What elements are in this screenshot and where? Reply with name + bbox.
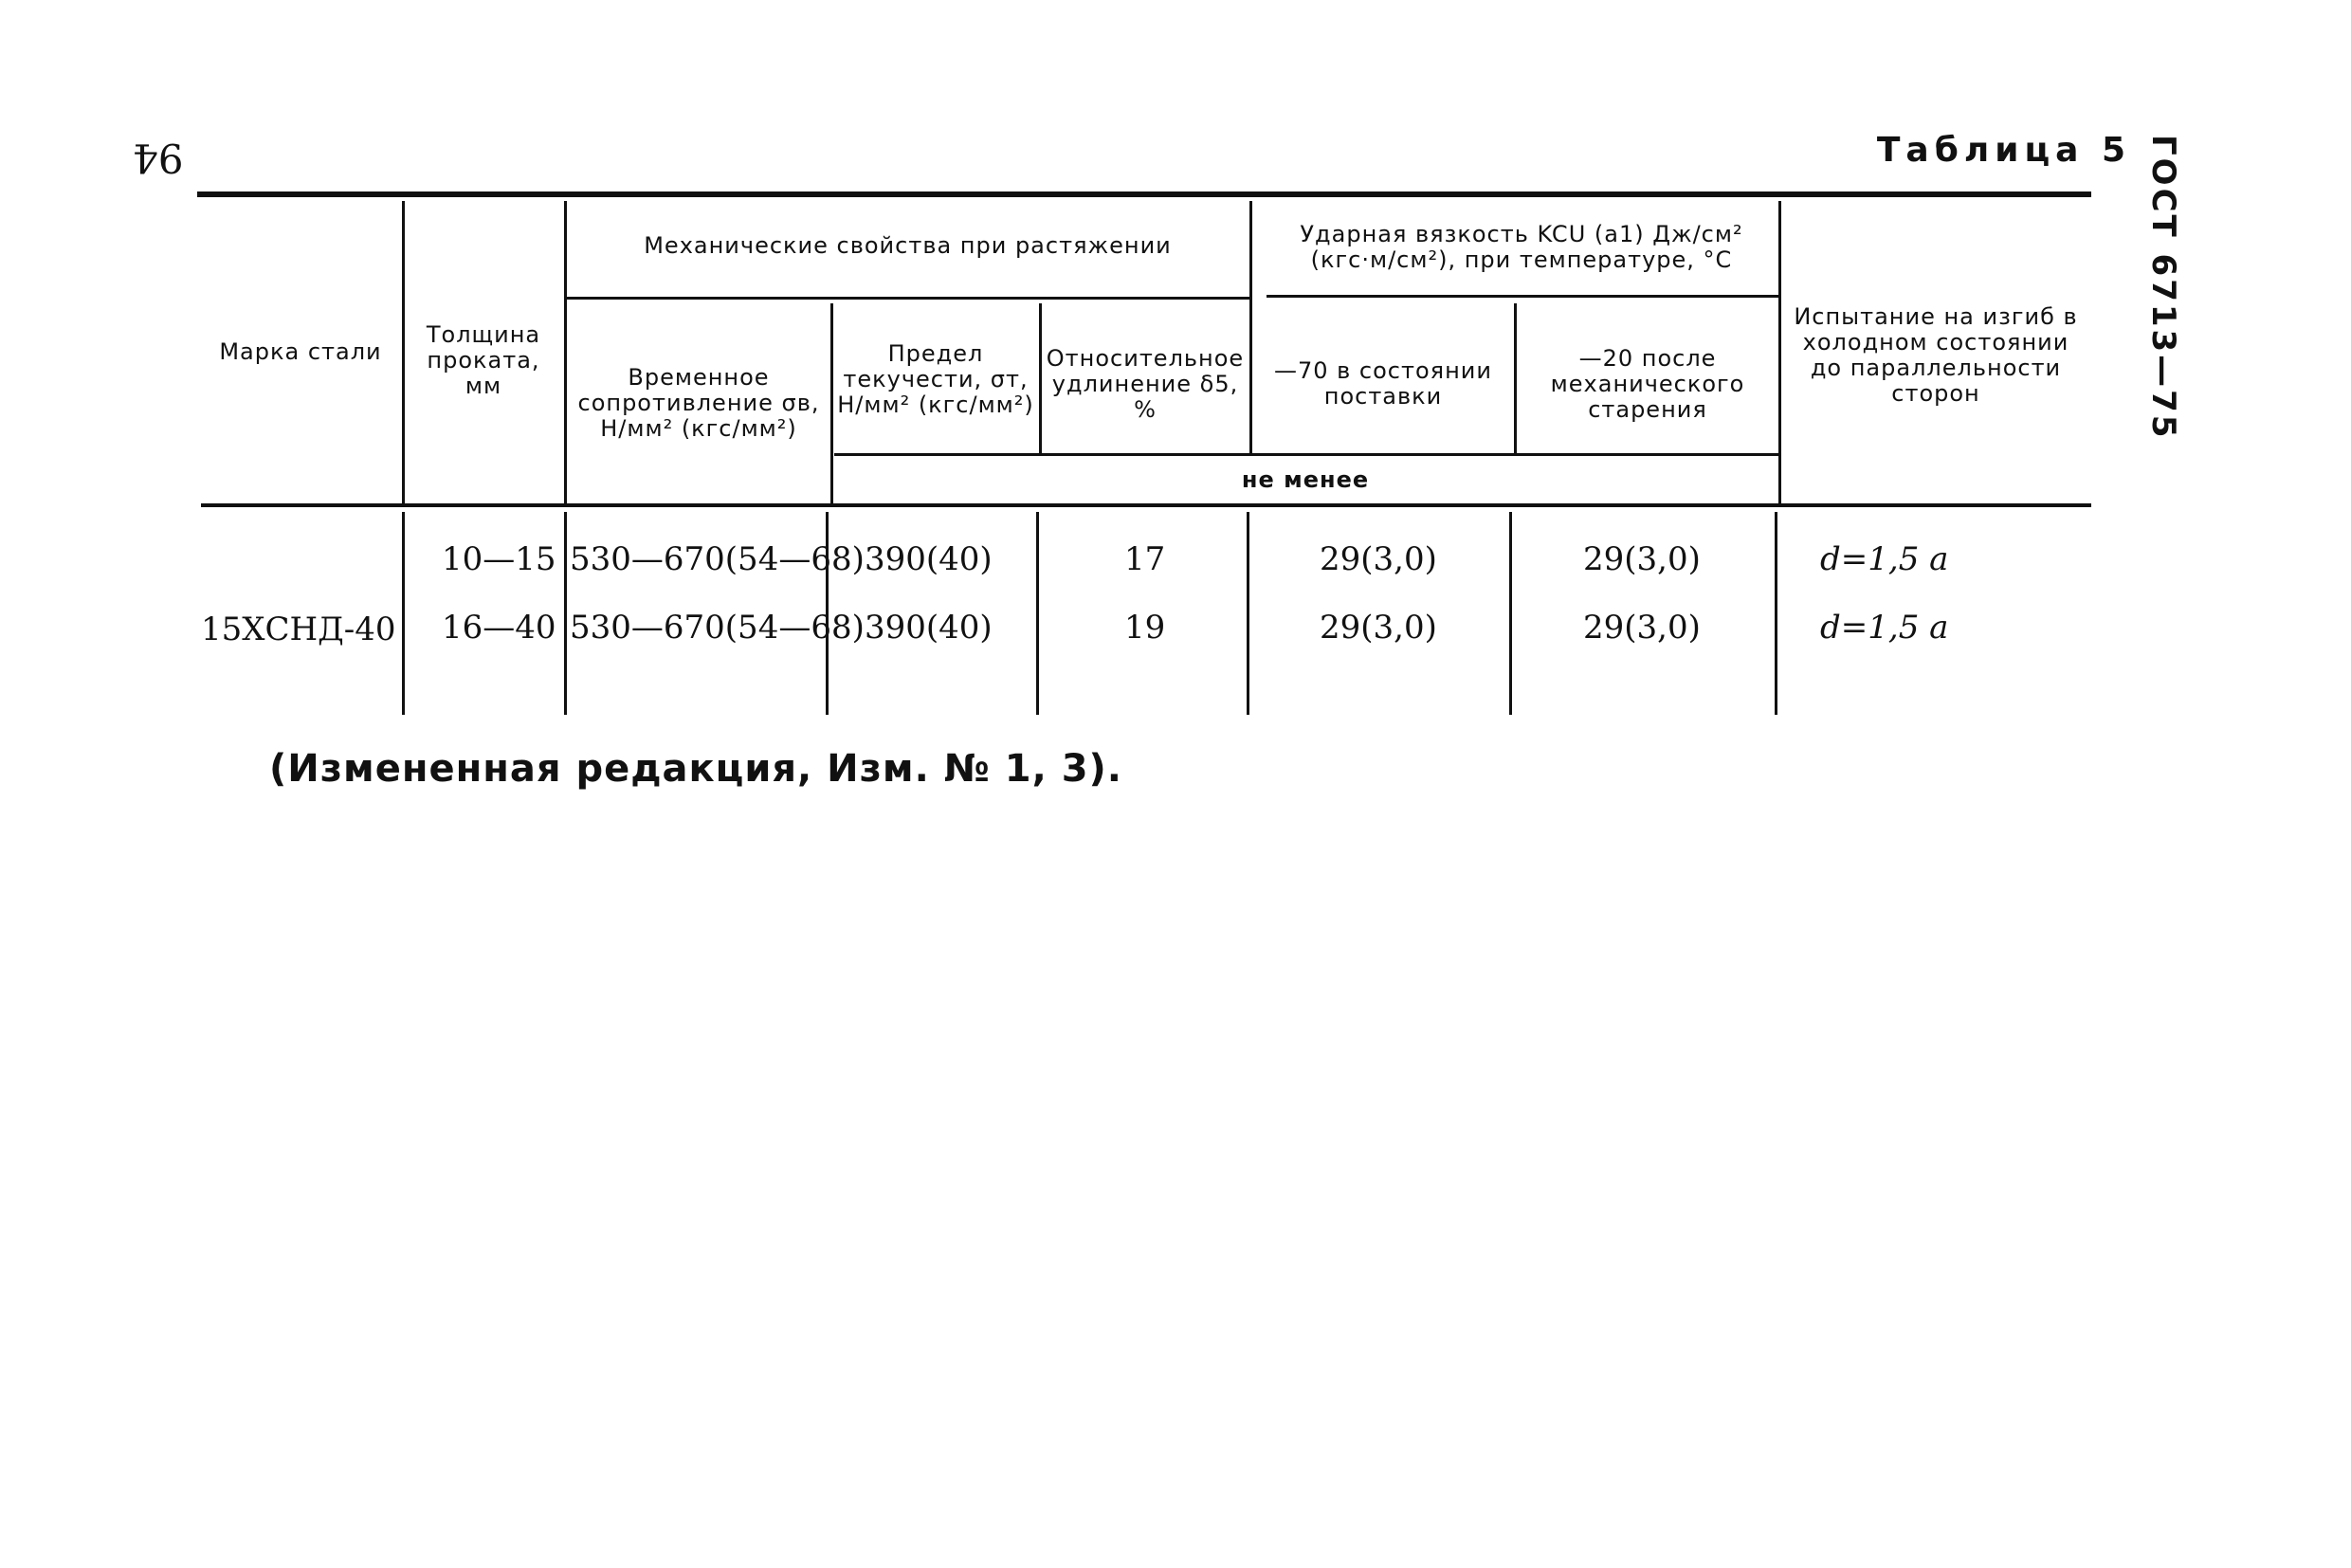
row2-impact-minus70: 29(3,0): [1320, 609, 1437, 647]
row1-bend: d=1,5 a: [1820, 540, 1949, 578]
header-tensile-strength: Временное сопротивление σв, Н/мм² (кгс/мм²): [577, 363, 820, 442]
header-bend-test: Испытание на изгиб в холодном состоянии до параллельности сторон: [1794, 303, 2078, 407]
table-top-rule: [197, 191, 2091, 197]
header-not-less: не менее: [1241, 465, 1370, 493]
body-vline-5: [1247, 512, 1249, 715]
header-bottom-rule: [201, 503, 2091, 507]
body-vline-6: [1509, 512, 1512, 715]
row1-impact-minus70: 29(3,0): [1320, 540, 1437, 578]
table-title: Таблица 5: [1876, 131, 2131, 170]
body-vline-1: [402, 512, 405, 715]
body-vline-7: [1775, 512, 1777, 715]
header-vline-5: [1249, 201, 1252, 453]
not-less-divider: [834, 453, 1780, 456]
row2-yield-strength: 390(40): [865, 609, 993, 647]
header-impact-minus70: —70 в состоянии поставки: [1273, 357, 1492, 410]
header-vline-4: [1039, 303, 1042, 453]
footnote: (Измененная редакция, Изм. № 1, 3).: [269, 747, 1122, 791]
header-impact-group: Ударная вязкость KCU (a1) Дж/см² (кгс·м/см²), при температуре, °C: [1300, 221, 1743, 273]
impact-group-divider: [1267, 295, 1778, 298]
header-impact-minus20: —20 после механического старения: [1550, 344, 1745, 423]
header-yield-strength: Предел текучести, σт, Н/мм² (кгс/мм²): [837, 339, 1034, 418]
row1-thickness: 10—15: [442, 540, 556, 578]
row1-tensile-strength: 530—670(54—68): [570, 540, 865, 578]
row2-tensile-strength: 530—670(54—68): [570, 609, 865, 647]
row1-impact-minus20: 29(3,0): [1583, 540, 1701, 578]
header-tensile-group: Механические свойства при растяжении: [644, 231, 1172, 259]
header-vline-1: [402, 201, 405, 503]
header-vline-7: [1778, 201, 1781, 503]
page-number: 94: [133, 135, 184, 181]
tensile-group-divider: [567, 297, 1249, 300]
header-vline-3: [830, 303, 833, 503]
grade-name: 15ХСНД-40: [201, 611, 396, 648]
row2-bend: d=1,5 a: [1820, 609, 1949, 647]
row2-impact-minus20: 29(3,0): [1583, 609, 1701, 647]
row2-thickness: 16—40: [442, 609, 556, 647]
body-vline-4: [1036, 512, 1039, 715]
row2-elongation: 19: [1124, 609, 1166, 647]
header-grade: Марка стали: [219, 338, 382, 365]
header-elongation: Относительное удлинение δ5, %: [1046, 344, 1245, 423]
body-vline-2: [564, 512, 567, 715]
row1-yield-strength: 390(40): [865, 540, 993, 578]
gost-standard-label: ГОСТ 6713—75: [2144, 135, 2182, 441]
header-vline-6: [1514, 303, 1517, 453]
row1-elongation: 17: [1124, 540, 1166, 578]
header-thickness: Толщина проката, мм: [426, 320, 541, 399]
header-vline-2: [564, 201, 567, 503]
